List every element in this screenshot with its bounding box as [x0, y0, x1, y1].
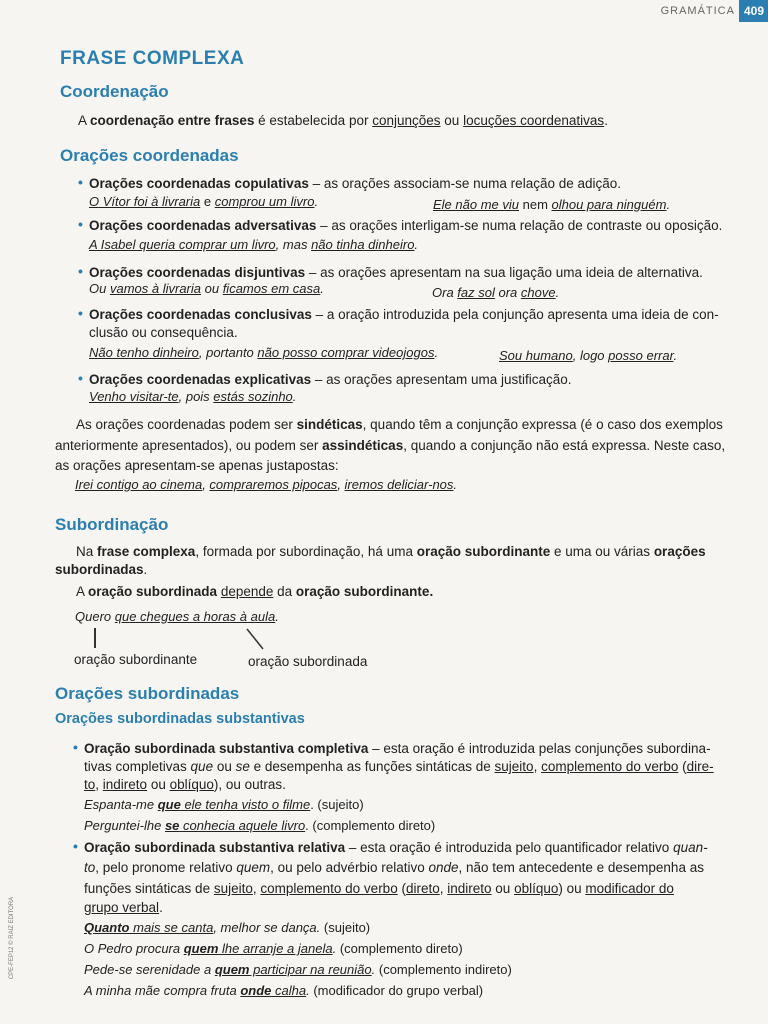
- term: que: [190, 759, 214, 774]
- heading-oracoes-subordinadas: Orações subordinadas: [55, 684, 240, 703]
- heading-subordinacao: Subordinação: [55, 515, 169, 534]
- ex-part: ,: [337, 477, 345, 492]
- ex-part: , melhor se dança.: [213, 920, 321, 935]
- text: ), ou outras.: [213, 777, 286, 792]
- ex-part: Quero: [75, 609, 115, 624]
- term-assindeticas: assindéticas: [322, 438, 404, 453]
- ex-part: compraremos pipocas: [209, 477, 338, 492]
- ex-part: chove: [520, 285, 556, 300]
- term: frase complexa: [97, 544, 196, 559]
- text: , quando têm a conjunção expressa (é o caso dos exemplos: [362, 417, 723, 432]
- text: é estabelecida por: [258, 113, 369, 128]
- item-name: Orações coordenadas conclusivas: [89, 307, 312, 322]
- bullet-icon: •: [73, 739, 78, 755]
- term: to: [84, 860, 96, 875]
- ex-part: Pede-se serenidade a: [84, 962, 215, 977]
- text: As orações coordenadas podem ser: [76, 417, 297, 432]
- relativa-line2: [84, 858, 704, 878]
- relativa-line3: [84, 879, 674, 899]
- section-label: GRAMÁTICA: [660, 5, 735, 17]
- bullet-icon: •: [73, 838, 78, 854]
- coord-item-explicativas: [89, 370, 572, 390]
- text: ou: [444, 113, 460, 128]
- text: A: [76, 584, 89, 599]
- ex-part: Não tenho dinheiro: [89, 345, 199, 360]
- item-desc: – a oração introduzida pela conjunção apresenta uma ideia de con-: [311, 307, 719, 322]
- item-name: Oração subordinada substantiva completiva: [84, 741, 369, 756]
- ex-part: (complemento direto): [336, 941, 463, 956]
- text: , não tem antecedente e desempenha as: [458, 860, 704, 875]
- ex-part: estás sozinho: [213, 389, 293, 404]
- para-sindeticas-line3: as orações apresentam-se apenas justapostas:: [55, 458, 339, 473]
- text: ou: [213, 759, 236, 774]
- ex-part: não tinha dinheiro: [311, 237, 415, 252]
- term: onde: [428, 860, 459, 875]
- coord-item-copulativas: [89, 174, 621, 194]
- label-oracao-subordinada: oração subordinada: [248, 654, 368, 669]
- ex-part: .: [673, 348, 678, 363]
- ex-part: .: [306, 983, 310, 998]
- ex-part: .: [320, 281, 324, 296]
- term-depende: depende: [220, 584, 274, 599]
- text: , pelo pronome relativo: [95, 860, 237, 875]
- ex-part: .: [275, 609, 279, 624]
- text: ou: [147, 777, 170, 792]
- ex-part: olhou para ninguém: [551, 197, 667, 212]
- text: e desempenha as funções sintáticas de: [249, 759, 495, 774]
- connector-line-right: [244, 627, 266, 651]
- term: indireto: [447, 881, 492, 896]
- completiva-line3: [84, 775, 286, 795]
- term: oblíquo: [169, 777, 214, 792]
- ex-part: .: [434, 345, 439, 360]
- example-conclusivas-1: [89, 345, 438, 360]
- text: , quando a conjunção não está expressa. Neste caso,: [403, 438, 726, 453]
- ex-part: Espanta-me: [84, 797, 158, 812]
- coord-definition: [78, 111, 608, 131]
- para-sindeticas-line2: [55, 436, 725, 456]
- ex-part: conhecia aquele livro: [179, 818, 306, 833]
- ex-part: quem: [214, 962, 250, 977]
- para-sindeticas-line1: [76, 415, 723, 435]
- item-name: Orações coordenadas disjuntivas: [89, 265, 306, 280]
- ex-part: ,: [202, 477, 210, 492]
- term: se: [235, 759, 250, 774]
- ex-part: ou: [201, 281, 223, 296]
- bullet-icon: •: [78, 263, 83, 279]
- example-relativa-2: [84, 941, 463, 956]
- ex-part: Ou: [89, 281, 110, 296]
- example-relativa-1: [84, 920, 370, 935]
- item-desc: – as orações interligam-se numa relação de contraste ou oposição.: [316, 218, 723, 233]
- example-adversativas: [89, 237, 418, 252]
- text: ,: [533, 759, 542, 774]
- ex-part: , logo: [572, 348, 609, 363]
- ex-part: se: [164, 818, 180, 833]
- ex-part: (complemento indireto): [375, 962, 512, 977]
- bullet-icon: •: [78, 305, 83, 321]
- example-conclusivas-2: [499, 348, 677, 363]
- relativa-line4: [84, 898, 163, 918]
- ex-part: .: [371, 962, 376, 977]
- ex-part: vamos à livraria: [109, 281, 201, 296]
- term: oração subordinante: [295, 584, 430, 599]
- term-coordenacao: coordenação entre frases: [90, 113, 255, 128]
- ex-part: Irei contigo ao cinema: [75, 477, 203, 492]
- heading-coordenacao: Coordenação: [60, 82, 169, 101]
- side-credit-text: CPE-FEP12 © RAIZ EDITORA: [9, 896, 15, 980]
- term: complemento do verbo: [541, 759, 679, 774]
- text: , ou pelo advérbio relativo: [270, 860, 429, 875]
- example-subordinacao: [75, 609, 279, 624]
- ex-part: . (sujeito): [310, 797, 364, 812]
- term: grupo verbal: [84, 900, 160, 915]
- text: (: [397, 881, 406, 896]
- text: .: [143, 562, 148, 577]
- ex-part: quem: [183, 941, 219, 956]
- example-relativa-3: [84, 962, 512, 977]
- text: tivas completivas: [84, 759, 191, 774]
- coord-item-adversativas: [89, 216, 722, 236]
- text: .: [604, 113, 608, 128]
- item-name: Orações coordenadas explicativas: [89, 372, 312, 387]
- term: modificador do: [585, 881, 674, 896]
- text: – esta oração é introduzida pelo quantificador relativo: [345, 840, 674, 855]
- term: quem: [236, 860, 271, 875]
- example-copulativas-2: [433, 197, 670, 212]
- ex-part: (sujeito): [320, 920, 371, 935]
- subord-line3: [76, 582, 433, 602]
- example-completiva-1: [84, 797, 364, 812]
- term: sujeito: [494, 759, 534, 774]
- subheading-substantivas: Orações subordinadas substantivas: [55, 711, 305, 727]
- term: sujeito: [213, 881, 253, 896]
- subord-line1: [76, 542, 706, 562]
- text: .: [429, 584, 434, 599]
- ex-part: Sou humano: [499, 348, 573, 363]
- term: dire-: [686, 759, 714, 774]
- ex-part: ficamos em casa: [222, 281, 321, 296]
- bullet-icon: •: [78, 216, 83, 232]
- example-copulativas-1: [89, 194, 318, 209]
- ex-part: ele tenha visto o filme: [180, 797, 311, 812]
- term: subordinadas: [55, 562, 144, 577]
- ex-part: Venho visitar-te: [89, 389, 179, 404]
- ex-part: Ora: [432, 285, 458, 300]
- text: ,: [439, 881, 448, 896]
- item-desc: – as orações apresentam uma justificação.: [311, 372, 572, 387]
- example-relativa-4: [84, 983, 483, 998]
- ex-part: que chegues a horas à aula: [114, 609, 276, 624]
- ex-part: faz sol: [457, 285, 495, 300]
- text: – esta oração é introduzida pelas conjunções subordina-: [368, 741, 711, 756]
- text: ) ou: [558, 881, 586, 896]
- ex-part: onde: [240, 983, 272, 998]
- text: da: [273, 584, 296, 599]
- item-desc: – as orações apresentam na sua ligação uma ideia de alternativa.: [305, 265, 703, 280]
- text: e uma ou várias: [550, 544, 654, 559]
- text: (: [678, 759, 687, 774]
- item-desc: – as orações associam-se numa relação de adição.: [308, 176, 622, 191]
- term: oração subordinada: [88, 584, 218, 599]
- term: quan-: [673, 840, 708, 855]
- text: anteriormente apresentados), ou podem ser: [55, 438, 323, 453]
- ex-part: e: [200, 194, 215, 209]
- ex-part: Quanto: [84, 920, 130, 935]
- bullet-icon: •: [78, 370, 83, 386]
- text: , formada por subordinação, há uma: [195, 544, 417, 559]
- ex-part: nem: [519, 197, 552, 212]
- ex-part: calha: [271, 983, 307, 998]
- completiva-line2: [84, 757, 714, 777]
- ex-part: . (complemento direto): [305, 818, 436, 833]
- ex-part: Ele não me viu: [433, 197, 519, 212]
- example-disjuntivas-1: [89, 281, 324, 296]
- ex-part: .: [314, 194, 319, 209]
- ex-part: A minha mãe compra fruta: [84, 983, 241, 998]
- ex-part: ora: [494, 285, 521, 300]
- term: direto: [405, 881, 440, 896]
- item-name: Orações coordenadas adversativas: [89, 218, 317, 233]
- ex-part: A Isabel queria comprar um livro: [89, 237, 276, 252]
- ex-part: lhe arranje a janela: [218, 941, 333, 956]
- term-locucoes: locuções coordenativas: [463, 113, 605, 128]
- ex-part: , portanto: [198, 345, 258, 360]
- completiva-line1: [84, 739, 711, 759]
- ex-part: O Vítor foi à livraria: [89, 194, 201, 209]
- subord-line2: [55, 560, 147, 580]
- ex-part: .: [292, 389, 297, 404]
- ex-part: , mas: [275, 237, 312, 252]
- text: funções sintáticas de: [84, 881, 214, 896]
- term-sindeticas: sindéticas: [296, 417, 363, 432]
- text: Na: [76, 544, 98, 559]
- ex-part: .: [414, 237, 419, 252]
- item-name: Oração subordinada substantiva relativa: [84, 840, 346, 855]
- ex-part: .: [555, 285, 560, 300]
- heading-oracoes-coordenadas: Orações coordenadas: [60, 146, 239, 165]
- example-justapostas: [75, 477, 457, 492]
- ex-part: .: [453, 477, 458, 492]
- relativa-line1: [84, 838, 708, 858]
- connector-line-left: [94, 628, 96, 648]
- ex-part: , pois: [178, 389, 214, 404]
- side-credit: [2, 885, 14, 1005]
- page-number: 409: [739, 0, 768, 22]
- term: oblíquo: [514, 881, 559, 896]
- ex-part: iremos deliciar-nos: [344, 477, 454, 492]
- page-header: [661, 0, 768, 22]
- text: A: [78, 113, 87, 128]
- example-explicativas: [89, 389, 296, 404]
- ex-part: mais se canta: [129, 920, 214, 935]
- ex-part: (modificador do grupo verbal): [309, 983, 484, 998]
- example-completiva-2: [84, 818, 435, 833]
- text: .: [159, 900, 163, 915]
- ex-part: não posso comprar videojogos: [257, 345, 435, 360]
- coord-item-conclusivas-cont: clusão ou consequência.: [89, 325, 238, 340]
- ex-part: posso errar: [608, 348, 674, 363]
- coord-item-disjuntivas: [89, 263, 703, 283]
- text: ,: [95, 777, 103, 792]
- ex-part: Perguntei-lhe: [84, 818, 165, 833]
- ex-part: .: [666, 197, 671, 212]
- term-conjuncoes: conjunções: [372, 113, 441, 128]
- ex-part: que: [157, 797, 181, 812]
- page-title: FRASE COMPLEXA: [60, 48, 245, 69]
- term: orações: [653, 544, 706, 559]
- term: complemento do verbo: [260, 881, 398, 896]
- ex-part: O Pedro procura: [84, 941, 184, 956]
- ex-part: comprou um livro: [214, 194, 315, 209]
- coord-item-conclusivas: [89, 305, 719, 325]
- text: ,: [252, 881, 261, 896]
- label-oracao-subordinante: oração subordinante: [74, 652, 198, 667]
- item-name: Orações coordenadas copulativas: [89, 176, 309, 191]
- term: oração subordinante: [416, 544, 551, 559]
- example-disjuntivas-2: [432, 285, 559, 300]
- ex-part: participar na reunião: [249, 962, 372, 977]
- term: indireto: [102, 777, 148, 792]
- term: to: [84, 777, 96, 792]
- text: ou: [491, 881, 515, 896]
- bullet-icon: •: [78, 174, 83, 190]
- ex-part: .: [332, 941, 337, 956]
